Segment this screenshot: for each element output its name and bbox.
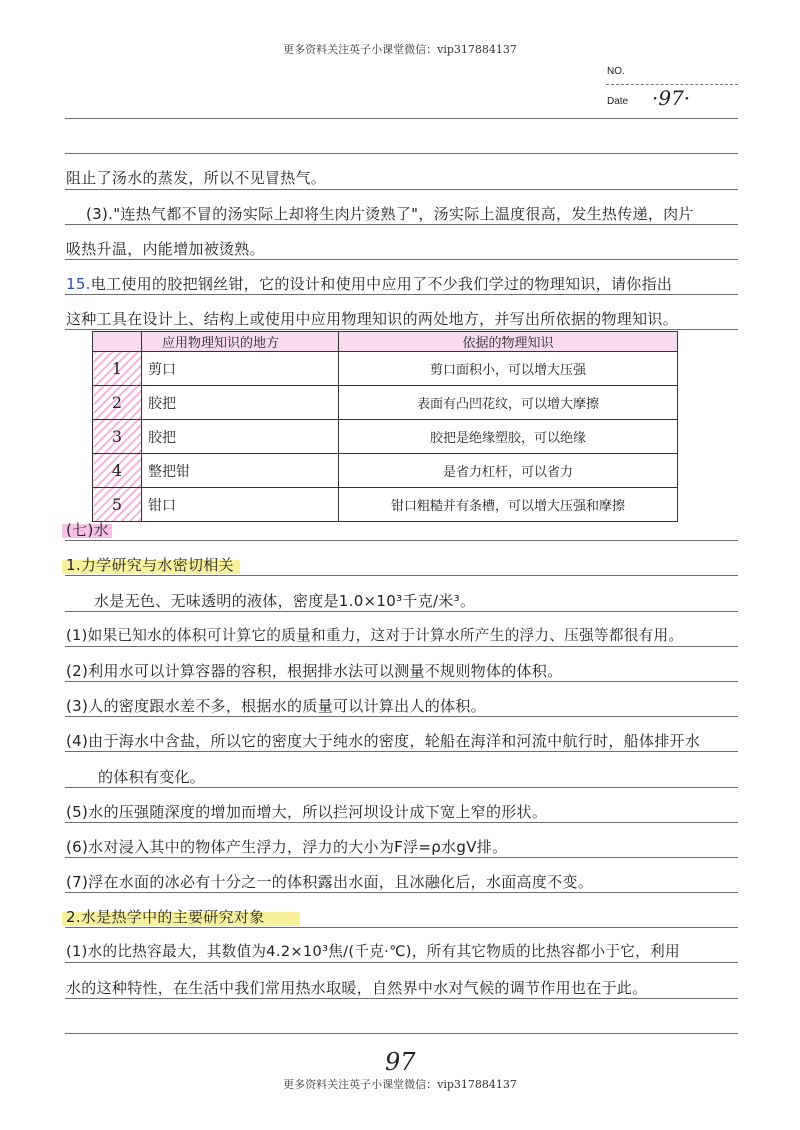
question-15-line-1 <box>66 274 736 294</box>
ruled-line <box>65 611 738 612</box>
physics-knowledge-table <box>92 331 678 522</box>
item-line: (7)浮在水面的冰必有十分之一的体积露出水面，且冰融化后，水面高度不变。 <box>66 873 594 891</box>
item-line: (5)水的压强随深度的增加而增大，所以拦河坝设计成下宽上窄的形状。 <box>66 803 548 821</box>
question-text: 电工使用的胶把钢丝钳，它的设计和使用中应用了不少我们学过的物理知识，请你指出 <box>90 275 673 293</box>
header-dashed-line <box>606 84 738 85</box>
row-index: 3 <box>93 420 142 454</box>
table-row <box>93 488 678 522</box>
item-line: (6)水对浸入其中的物体产生浮力，浮力的大小为F浮=ρ水gV排。 <box>66 838 508 856</box>
bottom-watermark: 更多资料关注英子小课堂微信：vip317884137 <box>283 1078 517 1091</box>
ruled-line <box>65 189 738 190</box>
ruled-line <box>65 118 738 119</box>
date-value: ·97· <box>652 86 691 110</box>
row-index: 4 <box>93 454 142 488</box>
section-title: (七)水 <box>66 521 109 539</box>
heat-line: (1)水的比热容最大，其数值为4.2×10³焦/(千克·℃)，所有其它物质的比热容都小于它，利用 <box>66 943 680 960</box>
text-line: 吸热升温，内能增加被烫熟。 <box>66 240 265 258</box>
top-watermark: 更多资料关注英子小课堂微信：vip317884137 <box>283 43 517 56</box>
ruled-line <box>65 681 738 682</box>
knowledge-cell: 表面有凸凹花纹，可以增大摩擦 <box>339 386 678 420</box>
ruled-line <box>65 787 738 788</box>
item-line: (2)利用水可以计算容器的容积，根据排水法可以测量不规则物体的体积。 <box>66 662 563 680</box>
ruled-line <box>65 751 738 752</box>
table-header-cell <box>93 332 142 352</box>
ruled-line <box>65 716 738 717</box>
item-line: 的体积有变化。 <box>98 768 206 786</box>
table-row <box>93 352 678 386</box>
row-index: 5 <box>93 488 142 522</box>
knowledge-cell: 是省力杠杆，可以省力 <box>339 454 678 488</box>
subheading-1: 1.力学研究与水密切相关 <box>66 556 234 574</box>
ruled-line <box>65 962 738 963</box>
item-line: (1)如果已知水的体积可计算它的质量和重力，这对于计算水所产生的浮力、压强等都很有用。 <box>66 627 684 644</box>
ruled-line <box>65 540 738 541</box>
ruled-line <box>65 224 738 225</box>
no-label: NO. <box>607 66 625 77</box>
table-header-row <box>93 332 678 352</box>
ruled-line <box>65 294 738 295</box>
question-number: 15. <box>66 275 91 293</box>
ruled-line <box>65 1033 738 1034</box>
row-index: 2 <box>93 386 142 420</box>
text-line: (3)."连热气都不冒的汤实际上却将生肉片烫熟了"，汤实际上温度很高，发生热传递，肉片 <box>86 205 694 223</box>
question-15-line-2: 这种工具在设计上、结构上或使用中应用物理知识的两处地方，并写出所依据的物理知识。 <box>66 310 679 328</box>
knowledge-cell: 钳口粗糙并有条槽，可以增大压强和摩擦 <box>339 488 678 522</box>
ruled-line <box>65 857 738 858</box>
ruled-line <box>65 153 738 154</box>
table-header-cell: 应用物理知识的地方 <box>142 332 339 352</box>
application-cell: 胶把 <box>142 420 339 454</box>
ruled-line <box>65 927 738 928</box>
text-line: 阻止了汤水的蒸发，所以不见冒热气。 <box>66 169 327 187</box>
row-index: 1 <box>93 352 142 386</box>
table-header-cell: 依据的物理知识 <box>339 332 678 352</box>
table-row <box>93 420 678 454</box>
ruled-line <box>65 259 738 260</box>
application-cell: 胶把 <box>142 386 339 420</box>
ruled-line <box>65 575 738 576</box>
application-cell: 剪口 <box>142 352 339 386</box>
page-number: 97 <box>385 1048 416 1076</box>
subheading-2: 2.水是热学中的主要研究对象 <box>66 908 265 926</box>
item-line: (3)人的密度跟水差不多，根据水的质量可以计算出人的体积。 <box>66 697 486 715</box>
table-row <box>93 386 678 420</box>
application-cell: 整把钳 <box>142 454 339 488</box>
intro-line: 水是无色、无味透明的液体，密度是1.0×10³千克/米³。 <box>94 592 476 610</box>
knowledge-cell: 剪口面积小，可以增大压强 <box>339 352 678 386</box>
heat-line: 水的这种特性，在生活中我们常用热水取暖，自然界中水对气候的调节作用也在于此。 <box>66 979 648 997</box>
ruled-line <box>65 998 738 999</box>
ruled-line <box>65 646 738 647</box>
ruled-line <box>65 822 738 823</box>
application-cell: 钳口 <box>142 488 339 522</box>
ruled-line <box>65 892 738 893</box>
ruled-line <box>65 329 738 330</box>
item-line: (4)由于海水中含盐，所以它的密度大于纯水的密度，轮船在海洋和河流中航行时，船体排开水 <box>66 732 701 750</box>
date-label: Date <box>607 96 629 107</box>
knowledge-cell: 胶把是绝缘塑胶，可以绝缘 <box>339 420 678 454</box>
table-row <box>93 454 678 488</box>
